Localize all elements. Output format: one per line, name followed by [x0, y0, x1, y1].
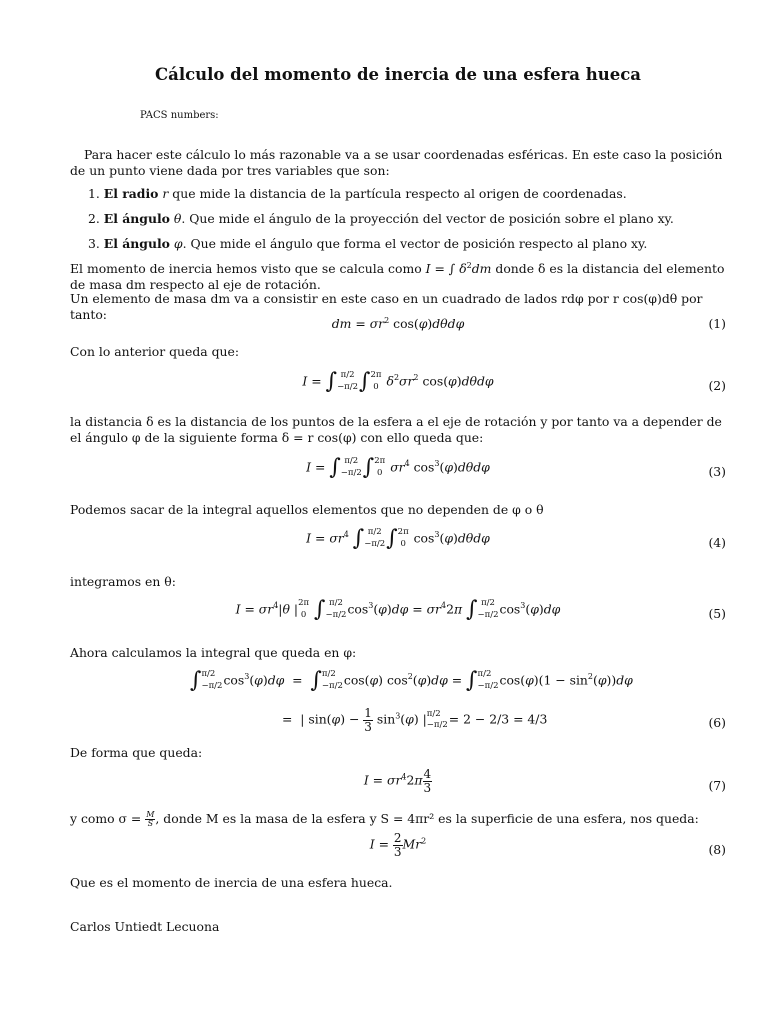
- pacs-numbers: PACS numbers:: [140, 110, 219, 121]
- list-item: 2. El ángulo θ. Que mide el ángulo de la proyección del vector de posición sobre el plano xy.: [88, 211, 674, 226]
- equation-5: $I = \sigma r^4|\theta$ | 2π 0 ∫ π/2 −π/2 $\cos^3(\varphi)d\varphi = \sigma r^42\pi$ ∫ π/2 −π/2 $\cos^3(\varphi)d\varphi$ (5): [235, 597, 726, 622]
- ahora-paragraph: Ahora calculamos la integral que queda en φ:: [70, 645, 357, 660]
- final-paragraph: Que es el momento de inercia de una esfera hueca.: [70, 875, 393, 890]
- equation-8: I = $\frac{2}{3}$ Mr$^2$ (8): [369, 831, 726, 859]
- intro-paragraph: Para hacer este cálculo lo más razonable va a se usar coordenadas esféricas. En este caso la posición de un punto viene dada por tres variables que son:: [70, 147, 723, 178]
- equation-2: I = ∫ π/2 −π/2 ∫ 2π 0 $\delta^2\sigma r^2$ cos(φ)dθdφ (2): [302, 369, 726, 394]
- author-name: Carlos Untiedt Lecuona: [70, 919, 220, 934]
- element-paragraph: Un elemento de masa dm va a consistir en este caso en un cuadrado de lados rdφ por r cos(φ)dθ por tanto:: [70, 291, 703, 322]
- equation-7: $I = \sigma r^42\pi$ $\frac{4}{3}$ (7): [363, 767, 726, 795]
- distancia-paragraph: la distancia δ es la distancia de los puntos de la esfera a el eje de rotación y por tanto va a depender de el ángulo φ de la siguiente forma δ = r cos(φ) con ello queda que:: [70, 414, 722, 445]
- equation-6: ∫ π/2 −π/2 $\cos^3(\varphi)d\varphi$ = ∫ π/2 −π/2 cos(φ) $\cos^2(\varphi)d\varphi$ = ∫ π/2 −π/2 $\cos(\varphi)(1 - \sin^2(\varphi))d\varphi$ = | sin(φ) − $\frac{1}{3}$ $\sin^3(\varphi)$ | π/2 −π/2 = 2 − 2/3 = 4/3 (6): [190, 668, 726, 734]
- como-paragraph: y como σ = $\frac{M}{S}$ , donde M es la masa de la esfera y S = 4πr² es la superficie de una esfera, nos queda:: [70, 810, 699, 828]
- list-item: 1. El radio r que mide la distancia de la partícula respecto al origen de coordenadas.: [88, 186, 627, 201]
- equation-3: I = ∫ π/2 −π/2 ∫ 2π 0 $\sigma r^4$ $\cos^3(\varphi)d\theta d\varphi$ (3): [306, 455, 726, 480]
- forma-paragraph: De forma que queda:: [70, 745, 203, 760]
- anterior-paragraph: Con lo anterior queda que:: [70, 344, 240, 359]
- list-item: 3. El ángulo φ. Que mide el ángulo que forma el vector de posición respecto al plano xy.: [88, 236, 648, 251]
- equation-1: dm = $\sigma r^2$ cos(φ)dθdφ (1): [331, 315, 726, 331]
- sacar-paragraph: Podemos sacar de la integral aquellos elementos que no dependen de φ o θ: [70, 502, 544, 517]
- integramos-paragraph: integramos en θ:: [70, 574, 176, 589]
- paper-title: Cálculo del momento de inercia de una esfera hueca: [155, 65, 641, 84]
- equation-4: $I = \sigma r^4$ ∫ π/2 −π/2 ∫ 2π 0 $\cos^3(\varphi)d\theta d\varphi$ (4): [306, 526, 726, 551]
- moment-paragraph: El momento de inercia hemos visto que se calcula como I = ∫ $\delta^2dm$ donde δ es la distancia del elemento de masa dm respecto al eje de rotación.: [70, 260, 725, 292]
